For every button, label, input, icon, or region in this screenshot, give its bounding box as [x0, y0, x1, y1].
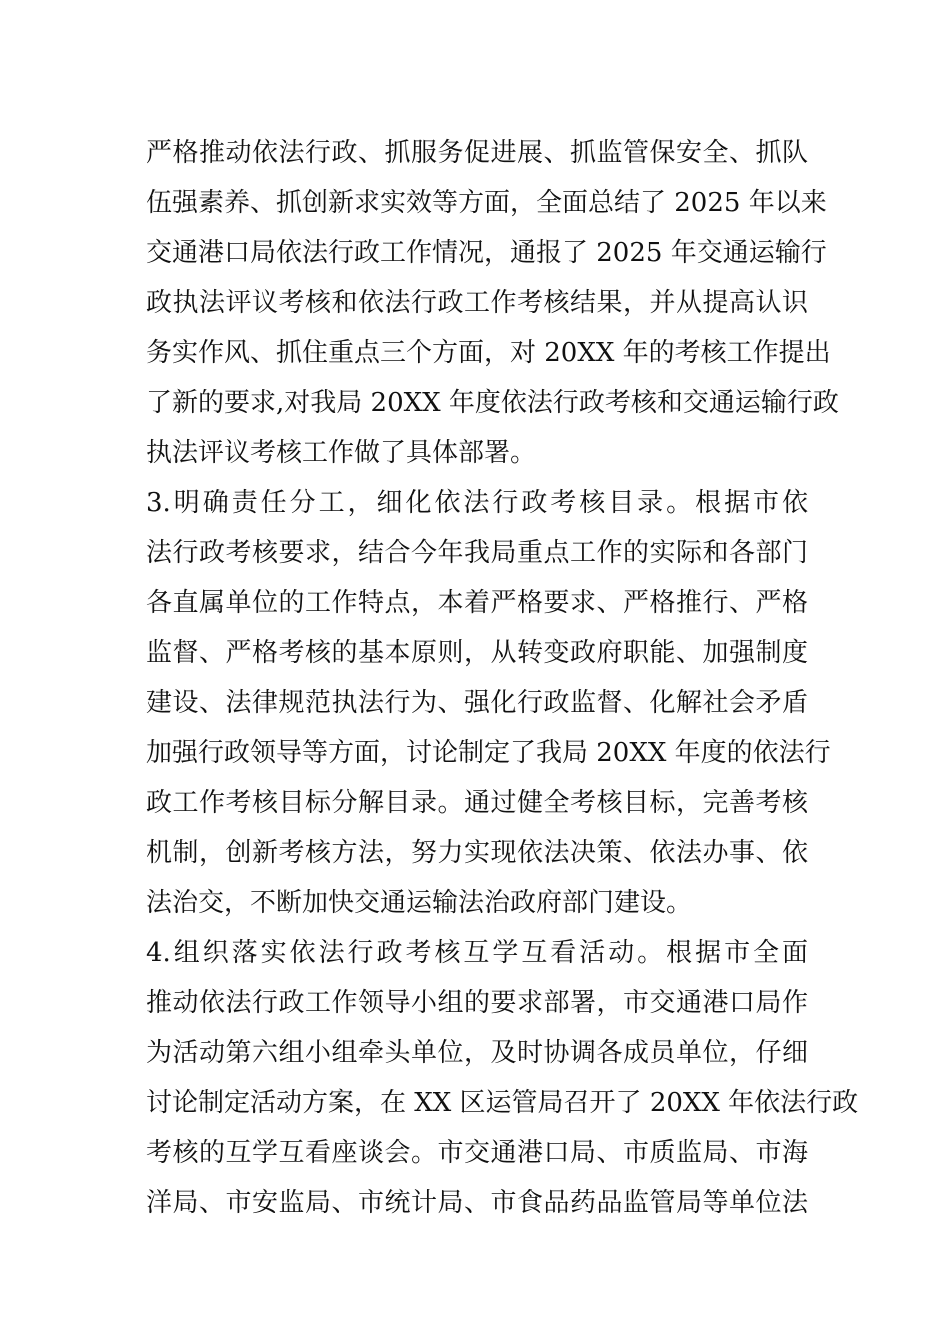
text-line: 推动依法行政工作领导小组的要求部署，市交通港口局作 — [146, 988, 808, 1018]
text-line: 政工作考核目标分解目录。通过健全考核目标，完善考核 — [146, 788, 808, 818]
text-line: 加强行政领导等方面，讨论制定了我局 20XX 年度的依法行 — [146, 738, 831, 768]
text-line: 讨论制定活动方案，在 XX 区运管局召开了 20XX 年依法行政 — [146, 1088, 859, 1118]
text-line: 执法评议考核工作做了具体部署。 — [146, 438, 537, 468]
text-line: 考核的互学互看座谈会。市交通港口局、市质监局、市海 — [146, 1138, 808, 1168]
text-line: 3.明确责任分工，细化依法行政考核目录。根据市依 — [146, 488, 808, 518]
paragraph-2 — [146, 478, 831, 928]
paragraph-3 — [146, 928, 859, 1228]
text-line: 为活动第六组小组牵头单位，及时协调各成员单位，仔细 — [146, 1038, 808, 1068]
text-line: 机制，创新考核方法，努力实现依法决策、依法办事、依 — [146, 838, 808, 868]
text-line: 交通港口局依法行政工作情况，通报了 2025 年交通运输行 — [146, 238, 827, 268]
text-line: 建设、法律规范执法行为、强化行政监督、化解社会矛盾 — [146, 688, 808, 718]
text-line: 了新的要求,对我局 20XX 年度依法行政考核和交通运输行政 — [146, 388, 839, 418]
text-line: 务实作风、抓住重点三个方面，对 20XX 年的考核工作提出 — [146, 338, 831, 368]
text-line: 法行政考核要求，结合今年我局重点工作的实际和各部门 — [146, 538, 808, 568]
text-line: 洋局、市安监局、市统计局、市食品药品监管局等单位法 — [146, 1188, 808, 1218]
document-body — [146, 128, 859, 1228]
text-line: 监督、严格考核的基本原则，从转变政府职能、加强制度 — [146, 638, 808, 668]
text-line: 法治交，不断加快交通运输法治政府部门建设。 — [146, 888, 693, 918]
text-line: 政执法评议考核和依法行政工作考核结果，并从提高认识 — [146, 288, 808, 318]
text-line: 4.组织落实依法行政考核互学互看活动。根据市全面 — [146, 938, 808, 968]
text-line: 各直属单位的工作特点，本着严格要求、严格推行、严格 — [146, 588, 808, 618]
text-line: 严格推动依法行政、抓服务促进展、抓监管保安全、抓队 — [146, 138, 808, 168]
text-line: 伍强素养、抓创新求实效等方面，全面总结了 2025 年以来 — [146, 188, 827, 218]
paragraph-1 — [146, 128, 839, 478]
